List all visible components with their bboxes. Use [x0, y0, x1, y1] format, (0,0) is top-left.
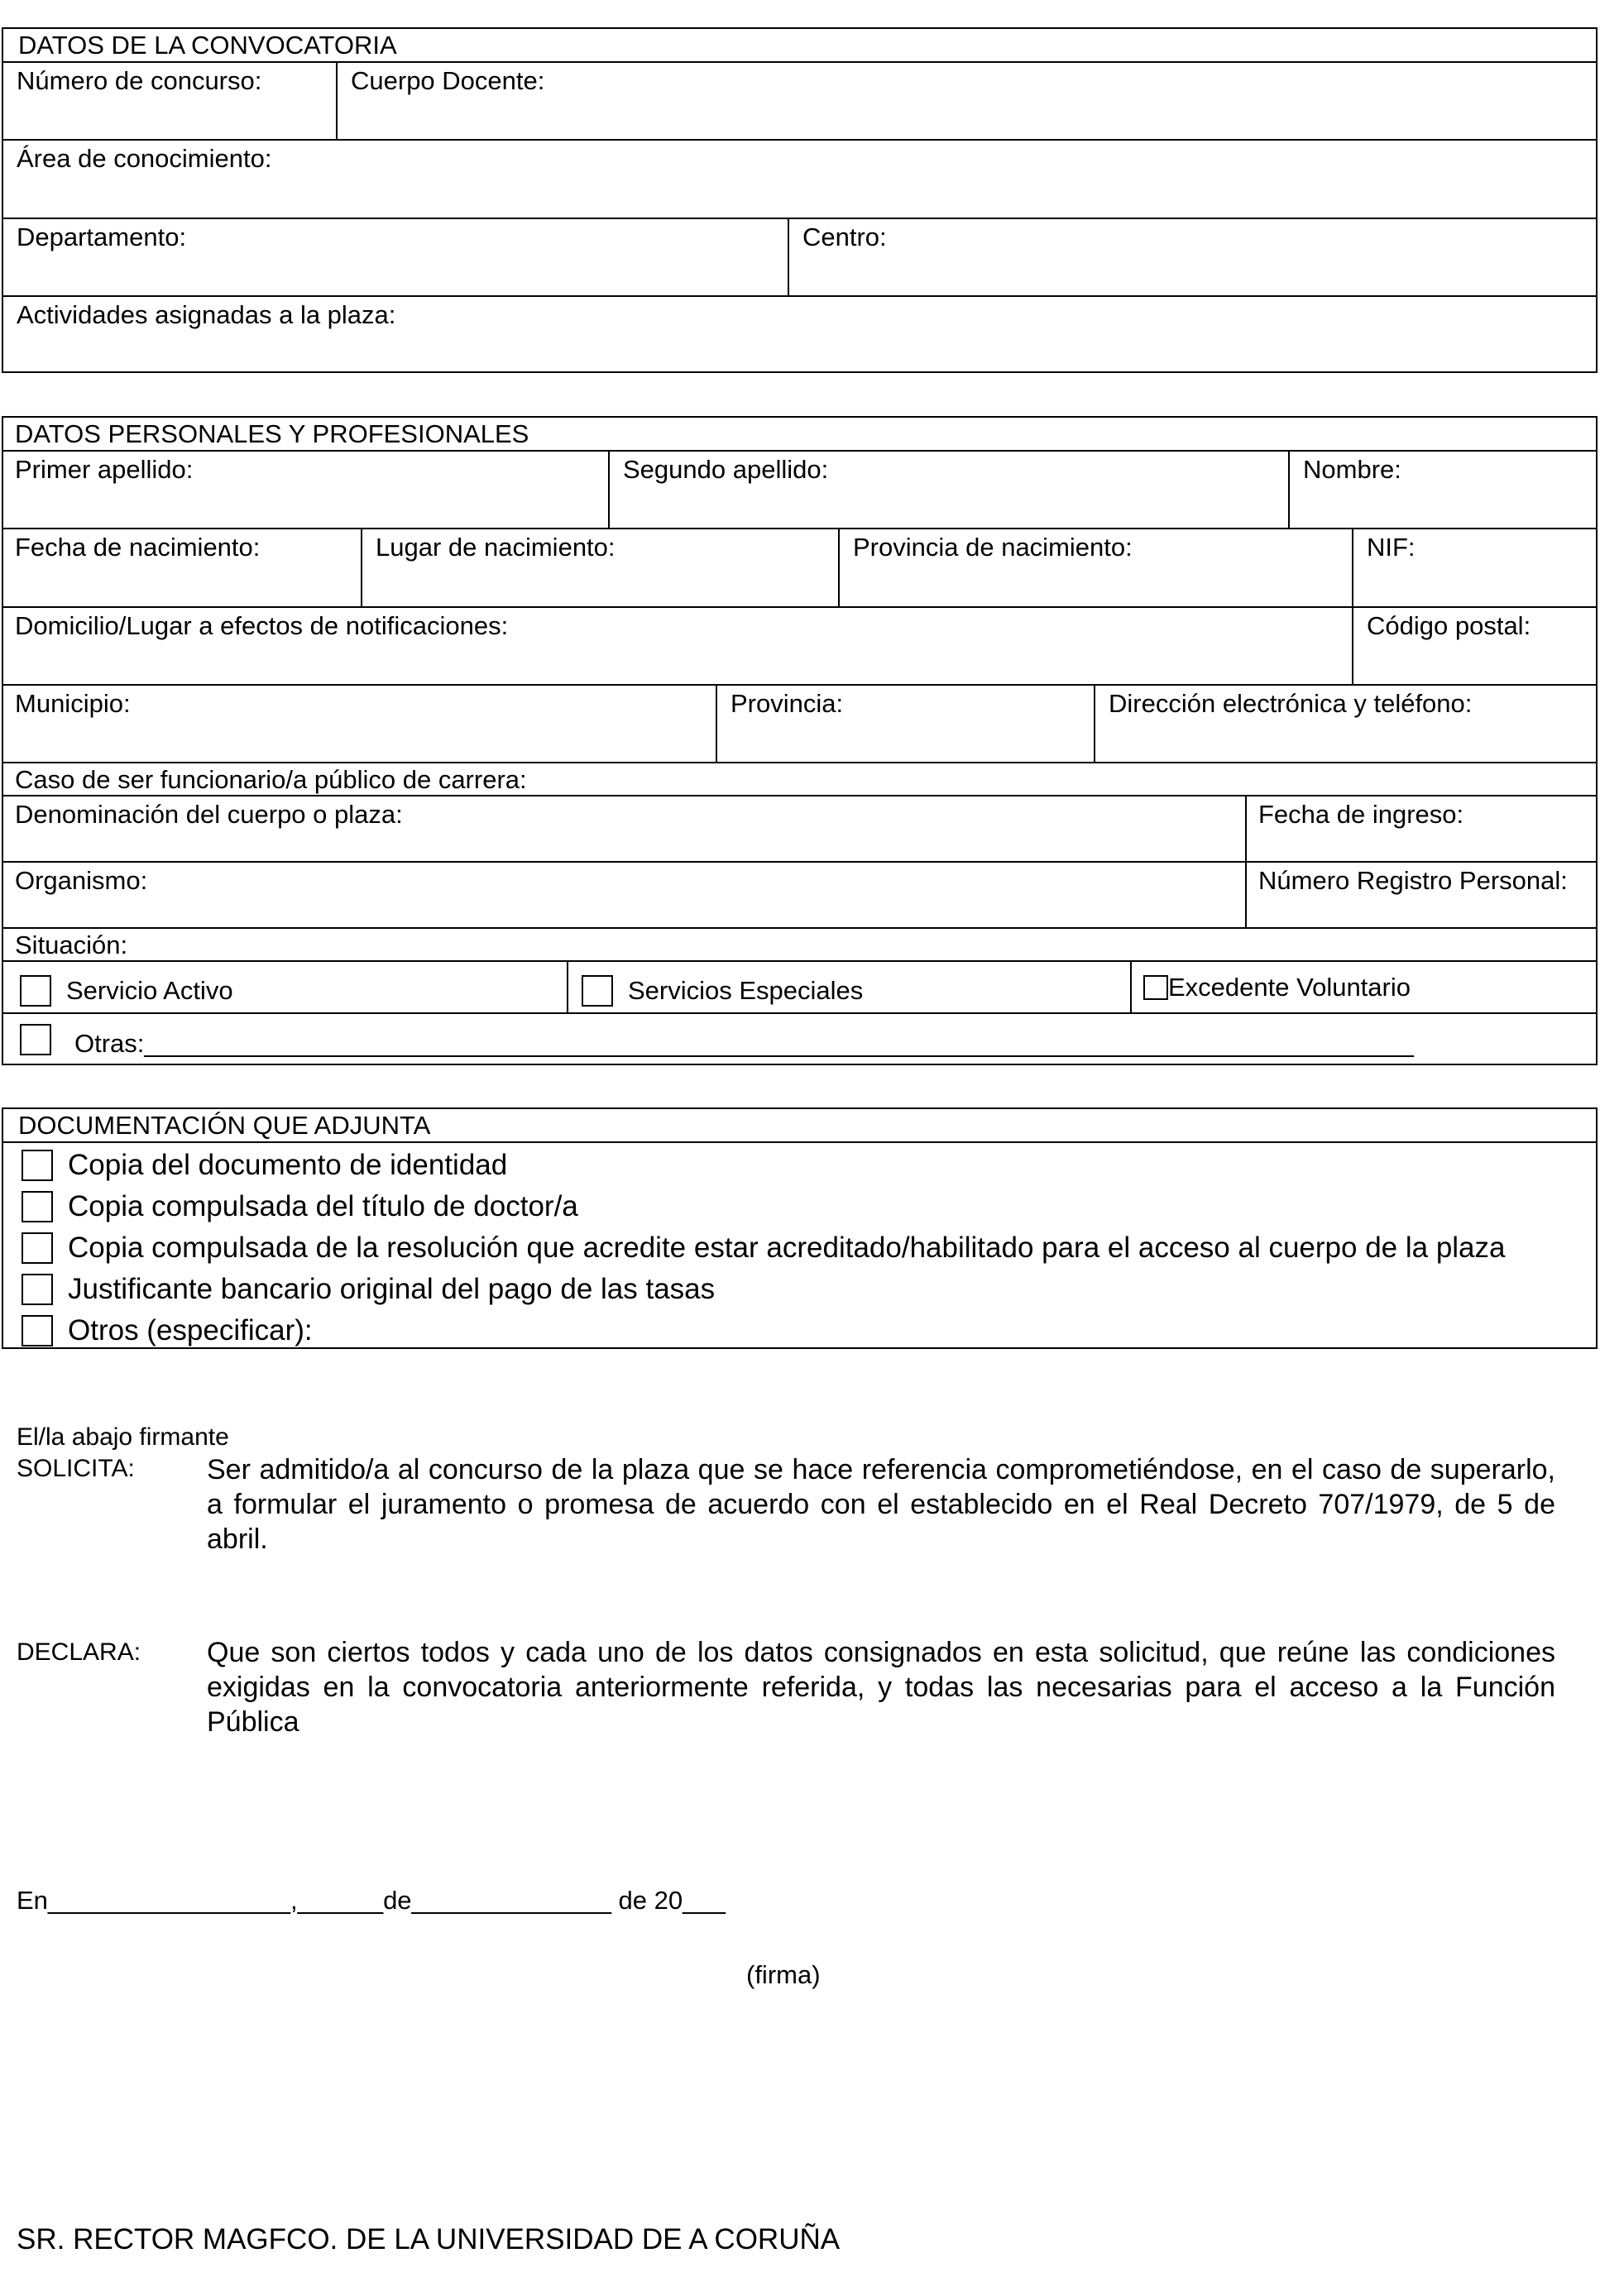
area-conocimiento-field[interactable]: Área de conocimiento:	[17, 144, 272, 173]
checkbox-icon[interactable]	[22, 1274, 53, 1305]
nombre-field[interactable]: Nombre:	[1288, 452, 1596, 528]
otras-label[interactable]: Otras:_________________________________________________________________________________________	[74, 1028, 1414, 1058]
checkbox-icon[interactable]	[582, 975, 613, 1007]
section-header: DOCUMENTACIÓN QUE ADJUNTA	[18, 1111, 431, 1140]
solicita-key: SOLICITA:	[17, 1455, 135, 1482]
fecha-nacimiento-field[interactable]: Fecha de nacimiento:	[15, 533, 261, 562]
organismo-field[interactable]: Organismo:	[15, 866, 148, 895]
doc-item-otros[interactable]	[3, 1310, 1596, 1351]
numero-registro-field[interactable]: Número Registro Personal:	[1245, 863, 1596, 927]
destinatario-label: SR. RECTOR MAGFCO. DE LA UNIVERSIDAD DE A CORUÑA	[17, 2223, 841, 2255]
firma-label: (firma)	[746, 1960, 821, 1989]
domicilio-field[interactable]: Domicilio/Lugar a efectos de notificaciones:	[15, 611, 509, 640]
centro-field[interactable]: Centro:	[788, 219, 1596, 295]
declara-text: Que son ciertos todos y cada uno de los datos consignados en esta solicitud, que reúne las condiciones exigidas en la convocatoria anteriormente referida, y todas las necesarias para el acceso a la Función Pública	[207, 1637, 1555, 1738]
solicita-paragraph	[17, 1452, 1555, 1557]
declara-key: DECLARA:	[17, 1638, 141, 1666]
codigo-postal-field[interactable]: Código postal:	[1352, 608, 1596, 684]
excedente-voluntario-option[interactable]	[1130, 962, 1596, 1012]
firmante-label: El/la abajo firmante	[17, 1423, 229, 1451]
solicita-text: Ser admitido/a al concurso de la plaza que se hace referencia comprometiéndose, en el caso de superarlo, a formular el juramento o promesa de acuerdo con el establecido en el Real Decreto 707/1979, de 5 de abril.	[207, 1454, 1555, 1555]
checkbox-icon[interactable]	[22, 1232, 53, 1264]
servicio-activo-label: Servicio Activo	[66, 975, 233, 1005]
servicio-activo-option[interactable]	[3, 962, 567, 1012]
checkbox-icon[interactable]	[22, 1150, 53, 1181]
doc-item-justificante[interactable]	[3, 1269, 1596, 1310]
segundo-apellido-field[interactable]: Segundo apellido:	[608, 452, 1288, 528]
servicios-especiales-label: Servicios Especiales	[628, 975, 864, 1005]
primer-apellido-field[interactable]: Primer apellido:	[15, 455, 194, 484]
doc-item-label: Justificante bancario original del pago de las tasas	[68, 1273, 716, 1305]
servicios-especiales-option[interactable]	[567, 962, 1130, 1012]
actividades-field[interactable]: Actividades asignadas a la plaza:	[17, 300, 396, 329]
checkbox-icon[interactable]	[22, 1315, 53, 1347]
direccion-telefono-field[interactable]: Dirección electrónica y teléfono:	[1094, 686, 1596, 762]
situacion-label: Situación:	[3, 927, 1596, 960]
cuerpo-docente-field[interactable]: Cuerpo Docente:	[336, 63, 1596, 139]
section-header: DATOS PERSONALES Y PROFESIONALES	[15, 419, 529, 448]
checkbox-icon[interactable]	[22, 1191, 53, 1222]
doc-item-label: Copia compulsada del título de doctor/a	[68, 1190, 578, 1222]
doc-item-identidad[interactable]	[3, 1145, 1596, 1186]
lugar-fecha-line[interactable]: En_________________,______de______________ de 20___	[17, 1886, 726, 1915]
doc-item-label: Otros (especificar):	[68, 1314, 313, 1347]
doc-item-resolucion[interactable]	[3, 1227, 1596, 1269]
section-header: DATOS DE LA CONVOCATORIA	[18, 31, 397, 60]
section-personales	[2, 416, 1598, 1065]
lugar-nacimiento-field[interactable]: Lugar de nacimiento:	[361, 529, 838, 606]
nif-field[interactable]: NIF:	[1352, 529, 1596, 606]
funcionario-label: Caso de ser funcionario/a público de carrera:	[3, 762, 1596, 795]
doc-item-titulo-doctor[interactable]	[3, 1186, 1596, 1227]
section-documentacion	[2, 1107, 1598, 1349]
municipio-field[interactable]: Municipio:	[15, 689, 131, 718]
declara-paragraph	[17, 1635, 1555, 1739]
excedente-voluntario-label: Excedente Voluntario	[1168, 972, 1411, 1002]
otras-option[interactable]	[3, 1014, 1596, 1064]
doc-item-label: Copia compulsada de la resolución que acredite estar acreditado/habilitado para el acceso al cuerpo de la plaza	[68, 1232, 1506, 1264]
numero-concurso-field[interactable]: Número de concurso:	[17, 66, 262, 95]
denominacion-field[interactable]: Denominación del cuerpo o plaza:	[15, 800, 403, 829]
doc-item-label: Copia del documento de identidad	[68, 1149, 508, 1181]
provincia-nacimiento-field[interactable]: Provincia de nacimiento:	[838, 529, 1352, 606]
departamento-field[interactable]: Departamento:	[17, 222, 187, 251]
fecha-ingreso-field[interactable]: Fecha de ingreso:	[1245, 796, 1596, 861]
checkbox-icon[interactable]	[1143, 975, 1168, 1000]
checkbox-icon[interactable]	[20, 1024, 51, 1055]
provincia-field[interactable]: Provincia:	[716, 686, 1094, 762]
checkbox-icon[interactable]	[20, 975, 51, 1007]
section-convocatoria	[2, 27, 1598, 373]
